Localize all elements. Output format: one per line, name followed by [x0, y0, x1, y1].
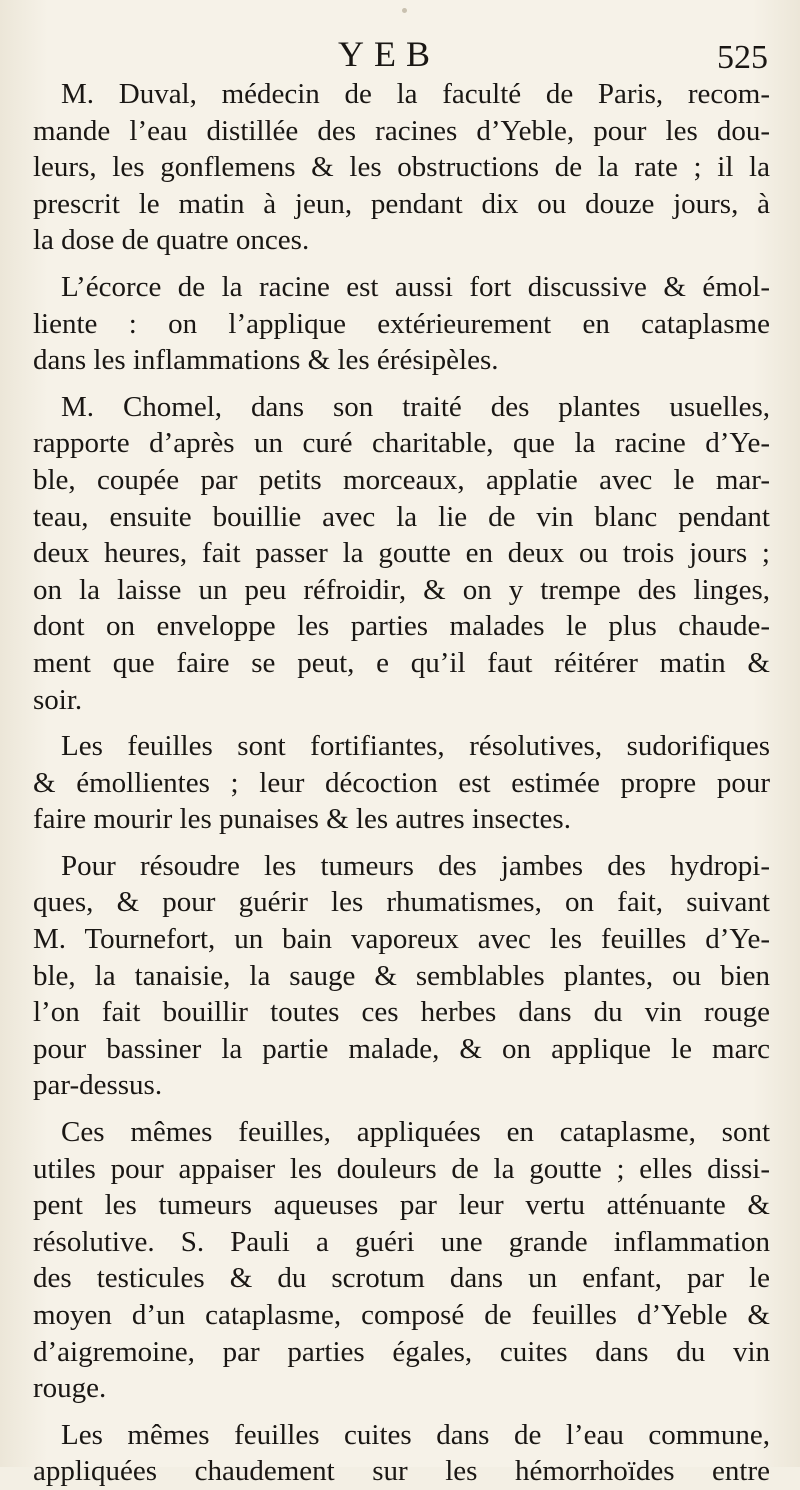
- text-line: la dose de quatre onces.: [33, 224, 310, 257]
- text-line: rouge.: [33, 1372, 107, 1405]
- text-line: pour bassiner la partie malade, & on applique le marc: [33, 1032, 770, 1065]
- text-line: M. Chomel, dans son traité des plantes usuelles,: [61, 390, 770, 423]
- text-line: ment que faire se peut, e qu’il faut réitérer matin &: [33, 646, 770, 679]
- text-line: utiles pour appaiser les douleurs de la goutte ; elles dissi-: [33, 1152, 770, 1185]
- text-line: Les feuilles sont fortifiantes, résolutives, sudorifiques: [61, 730, 770, 763]
- running-head: [0, 30, 800, 78]
- text-line: dans les inflammations & les érésipèles.: [33, 344, 499, 377]
- page-number: 525: [717, 39, 768, 76]
- paragraph-duval: [33, 76, 770, 259]
- paragraph-pauli: [33, 1114, 770, 1407]
- paper-speck: [402, 8, 407, 13]
- text-line: M. Duval, médecin de la faculté de Paris, recom-: [61, 78, 770, 110]
- text-line: Les mêmes feuilles cuites dans de l’eau commune,: [61, 1418, 770, 1451]
- text-line: faire mourir les punaises & les autres insectes.: [33, 803, 571, 836]
- paragraph-feuilles: [33, 728, 770, 838]
- paragraph-tournefort: [33, 848, 770, 1104]
- text-line: rapporte d’après un curé charitable, que la racine d’Ye-: [33, 427, 770, 460]
- text-line: Pour résoudre les tumeurs des jambes des hydropi-: [61, 849, 770, 882]
- text-line: ble, coupée par petits morceaux, applatie avec le mar-: [33, 463, 770, 496]
- text-line: d’aigremoine, par parties égales, cuites dans du vin: [33, 1335, 770, 1368]
- text-line: appliquées chaudement sur les hémorrhoïdes entre: [33, 1455, 770, 1488]
- text-line: ble, la tanaisie, la sauge & semblables plantes, ou bien: [33, 959, 770, 992]
- text-line: résolutive. S. Pauli a guéri une grande inflammation: [33, 1225, 770, 1258]
- text-line: deux heures, fait passer la goutte en deux ou trois jours ;: [33, 537, 770, 570]
- text-line: liente : on l’applique extérieurement en cataplasme: [33, 307, 770, 340]
- text-line: moyen d’un cataplasme, composé de feuilles d’Yeble &: [33, 1299, 770, 1331]
- text-line: leurs, les gonflemens & les obstructions de la rate ; il la: [33, 151, 770, 184]
- text-line: ques, & pour guérir les rhumatismes, on fait, suivant: [33, 886, 770, 919]
- text-line: mande l’eau distillée des racines d’Yeble, pour les dou-: [33, 114, 770, 147]
- text-line: l’on fait bouillir toutes ces herbes dans du vin rouge: [33, 996, 770, 1029]
- text-line: pent les tumeurs aqueuses par leur vertu atténuante &: [33, 1189, 770, 1222]
- body-text: [33, 76, 770, 1490]
- text-line: L’écorce de la racine est aussi fort discussive & émol-: [61, 270, 770, 303]
- text-line: par-dessus.: [33, 1069, 163, 1102]
- text-line: des testicules & du scrotum dans un enfant, par le: [33, 1262, 770, 1295]
- text-line: on la laisse un peu réfroidir, & on y trempe des linges,: [33, 573, 770, 606]
- text-line: & émollientes ; leur décoction est estimée propre pour: [33, 766, 770, 799]
- running-title: YEB: [338, 34, 440, 74]
- text-line: teau, ensuite bouillie avec la lie de vin blanc pendant: [33, 500, 770, 533]
- paragraph-ecorce: [33, 269, 770, 379]
- paragraph-chomel: [33, 389, 770, 718]
- text-line: soir.: [33, 683, 83, 716]
- text-line: prescrit le matin à jeun, pendant dix ou douze jours, à: [33, 187, 770, 220]
- text-line: dont on enveloppe les parties malades le plus chaude-: [33, 610, 770, 643]
- paragraph-hemorrhoides: [33, 1417, 770, 1490]
- text-line: M. Tournefort, un bain vaporeux avec les feuilles d’Ye-: [33, 923, 770, 956]
- text-line: Ces mêmes feuilles, appliquées en cataplasme, sont: [61, 1116, 770, 1149]
